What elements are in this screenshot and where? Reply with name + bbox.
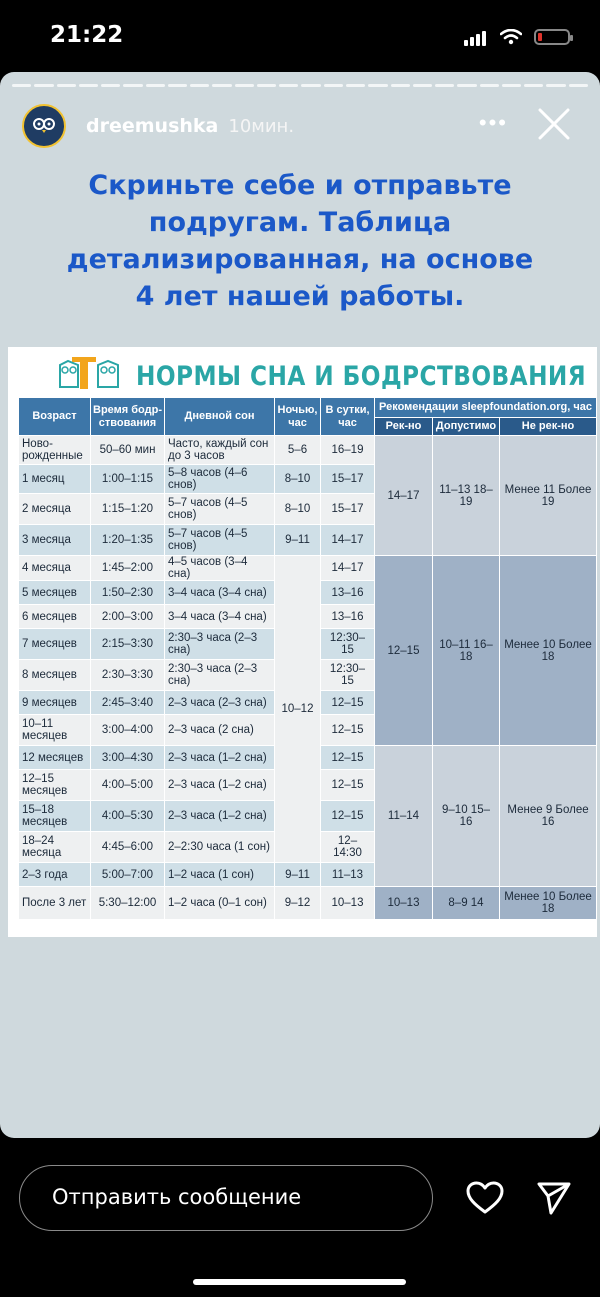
cell-age: 12 месяцев: [19, 746, 91, 770]
cell-nap: 4–5 часов (3–4 сна): [165, 556, 275, 581]
cell-night: 8–10: [275, 465, 321, 494]
close-icon[interactable]: [534, 104, 574, 144]
more-options-icon[interactable]: •••: [478, 110, 508, 135]
cell-wake: 3:00–4:30: [91, 746, 165, 770]
caption-line: детализированная, на основе: [66, 244, 534, 275]
username[interactable]: dreemushka: [86, 115, 219, 137]
cell-rec-ok: 10–13: [375, 887, 433, 920]
cell-nap: 5–8 часов (4–6 снов): [165, 465, 275, 494]
cell-wake: 4:00–5:30: [91, 801, 165, 832]
status-bar: [0, 0, 600, 72]
cell-wake: 2:30–3:30: [91, 660, 165, 691]
cell-nap: 3–4 часа (3–4 сна): [165, 605, 275, 629]
story-header: [22, 102, 580, 150]
cell-total: 13–16: [321, 605, 375, 629]
header-recommendations: Рекомендации sleepfoundation.org, час: [375, 398, 597, 418]
caption-line: Скриньте себе и отправьте: [88, 170, 512, 201]
message-input[interactable]: Отправить сообщение: [19, 1165, 433, 1231]
signal-icon: [464, 28, 488, 46]
cell-night: 9–11: [275, 525, 321, 556]
cell-wake: 1:20–1:35: [91, 525, 165, 556]
cell-rec-allowed: 11–13 18–19: [433, 436, 500, 556]
cell-total: 12–15: [321, 715, 375, 746]
cell-nap: 1–2 часа (1 сон): [165, 863, 275, 887]
cell-total: 12–14:30: [321, 832, 375, 863]
cell-total: 12–15: [321, 770, 375, 801]
cell-total: 12–15: [321, 801, 375, 832]
table-title: НОРМЫ СНА И БОДРСТВОВАНИЯ: [136, 361, 587, 392]
cell-age: 8 месяцев: [19, 660, 91, 691]
cell-rec-ok: 12–15: [375, 556, 433, 746]
cell-total: 11–13: [321, 863, 375, 887]
cell-nap: 5–7 часов (4–5 снов): [165, 494, 275, 525]
cell-total: 13–16: [321, 581, 375, 605]
cell-age: 2 месяца: [19, 494, 91, 525]
status-time: 21:22: [50, 22, 124, 48]
cell-wake: 50–60 мин: [91, 436, 165, 465]
story-viewer[interactable]: [0, 72, 600, 1138]
cell-age: 12–15 месяцев: [19, 770, 91, 801]
heart-icon[interactable]: [466, 1181, 504, 1215]
story-time: 10мин.: [228, 115, 295, 137]
status-icons: [464, 28, 570, 46]
wifi-icon: [500, 29, 522, 45]
cell-wake: 4:45–6:00: [91, 832, 165, 863]
header-age: Возраст: [19, 398, 91, 436]
cell-age: После 3 лет: [19, 887, 91, 920]
cell-total: 14–17: [321, 525, 375, 556]
cell-wake: 5:30–12:00: [91, 887, 165, 920]
cell-rec-ok: 11–14: [375, 746, 433, 887]
header-night: Ночью, час: [275, 398, 321, 436]
cell-wake: 4:00–5:00: [91, 770, 165, 801]
cell-nap: 5–7 часов (4–5 снов): [165, 525, 275, 556]
cell-night-merged: 10–12: [275, 556, 321, 863]
header-wake: Время бодр-ствования: [91, 398, 165, 436]
cell-wake: 1:15–1:20: [91, 494, 165, 525]
cell-nap: 2:30–3 часа (2–3 сна): [165, 629, 275, 660]
cell-wake: 1:45–2:00: [91, 556, 165, 581]
sleep-norms-table: [18, 397, 597, 920]
cell-night: 5–6: [275, 436, 321, 465]
cell-night: 8–10: [275, 494, 321, 525]
cell-rec-allowed: 10–11 16–18: [433, 556, 500, 746]
header-rec-allowed: Допустимо: [433, 418, 500, 436]
cell-total: 15–17: [321, 494, 375, 525]
cell-age: 3 месяца: [19, 525, 91, 556]
cell-nap: 3–4 часа (3–4 сна): [165, 581, 275, 605]
cell-night: 9–12: [275, 887, 321, 920]
caption-line: подругам. Таблица: [148, 207, 452, 238]
story-caption: [40, 167, 560, 315]
header-total: В сутки, час: [321, 398, 375, 436]
cell-age: 7 месяцев: [19, 629, 91, 660]
cell-total: 16–19: [321, 436, 375, 465]
owls-logo-icon: [58, 355, 128, 391]
cell-age: 15–18 месяцев: [19, 801, 91, 832]
cell-total: 10–13: [321, 887, 375, 920]
cell-age: 1 месяц: [19, 465, 91, 494]
cell-total: 12:30–15: [321, 660, 375, 691]
cell-nap: 2–2:30 часа (1 сон): [165, 832, 275, 863]
cell-nap: 2–3 часа (1–2 сна): [165, 801, 275, 832]
cell-age: 2–3 года: [19, 863, 91, 887]
cell-nap: 2:30–3 часа (2–3 сна): [165, 660, 275, 691]
cell-nap: 2–3 часа (2–3 сна): [165, 691, 275, 715]
story-progress: [12, 84, 588, 87]
cell-wake: 2:00–3:00: [91, 605, 165, 629]
cell-nap: 2–3 часа (1–2 сна): [165, 770, 275, 801]
owl-icon: [31, 113, 57, 139]
cell-wake: 5:00–7:00: [91, 863, 165, 887]
cell-age: 10–11 месяцев: [19, 715, 91, 746]
cell-rec-not: Менее 10 Более 18: [500, 556, 597, 746]
cell-wake: 1:50–2:30: [91, 581, 165, 605]
cell-wake: 2:45–3:40: [91, 691, 165, 715]
cell-nap: 2–3 часа (1–2 сна): [165, 746, 275, 770]
cell-age: 5 месяцев: [19, 581, 91, 605]
header-day-sleep: Дневной сон: [165, 398, 275, 436]
cell-age: Ново-рожденные: [19, 436, 91, 465]
table-title-bar: [8, 355, 597, 395]
cell-wake: 3:00–4:00: [91, 715, 165, 746]
cell-total: 12–15: [321, 691, 375, 715]
cell-night: 9–11: [275, 863, 321, 887]
cell-age: 4 месяца: [19, 556, 91, 581]
cell-nap: Часто, каждый сон до 3 часов: [165, 436, 275, 465]
caption-line: 4 лет нашей работы.: [135, 281, 465, 312]
header-rec-not: Не рек-но: [500, 418, 597, 436]
cell-total: 12–15: [321, 746, 375, 770]
reply-bar: [0, 1138, 600, 1297]
sleep-table-card: [8, 347, 597, 937]
cell-age: 9 месяцев: [19, 691, 91, 715]
cell-rec-allowed: 9–10 15–16: [433, 746, 500, 887]
home-indicator: [193, 1279, 406, 1285]
avatar[interactable]: [22, 104, 66, 148]
cell-rec-ok: 14–17: [375, 436, 433, 556]
cell-rec-allowed: 8–9 14: [433, 887, 500, 920]
table-body: [19, 436, 597, 920]
cell-wake: 2:15–3:30: [91, 629, 165, 660]
cell-rec-not: Менее 9 Более 16: [500, 746, 597, 887]
battery-icon: [534, 29, 570, 45]
send-icon[interactable]: [536, 1180, 572, 1216]
cell-total: 15–17: [321, 465, 375, 494]
cell-rec-not: Менее 10 Более 18: [500, 887, 597, 920]
cell-wake: 1:00–1:15: [91, 465, 165, 494]
cell-age: 6 месяцев: [19, 605, 91, 629]
cell-rec-not: Менее 11 Более 19: [500, 436, 597, 556]
header-rec-ok: Рек-но: [375, 418, 433, 436]
cell-total: 12:30–15: [321, 629, 375, 660]
cell-nap: 1–2 часа (0–1 сон): [165, 887, 275, 920]
cell-age: 18–24 месяца: [19, 832, 91, 863]
cell-nap: 2–3 часа (2 сна): [165, 715, 275, 746]
cell-total: 14–17: [321, 556, 375, 581]
